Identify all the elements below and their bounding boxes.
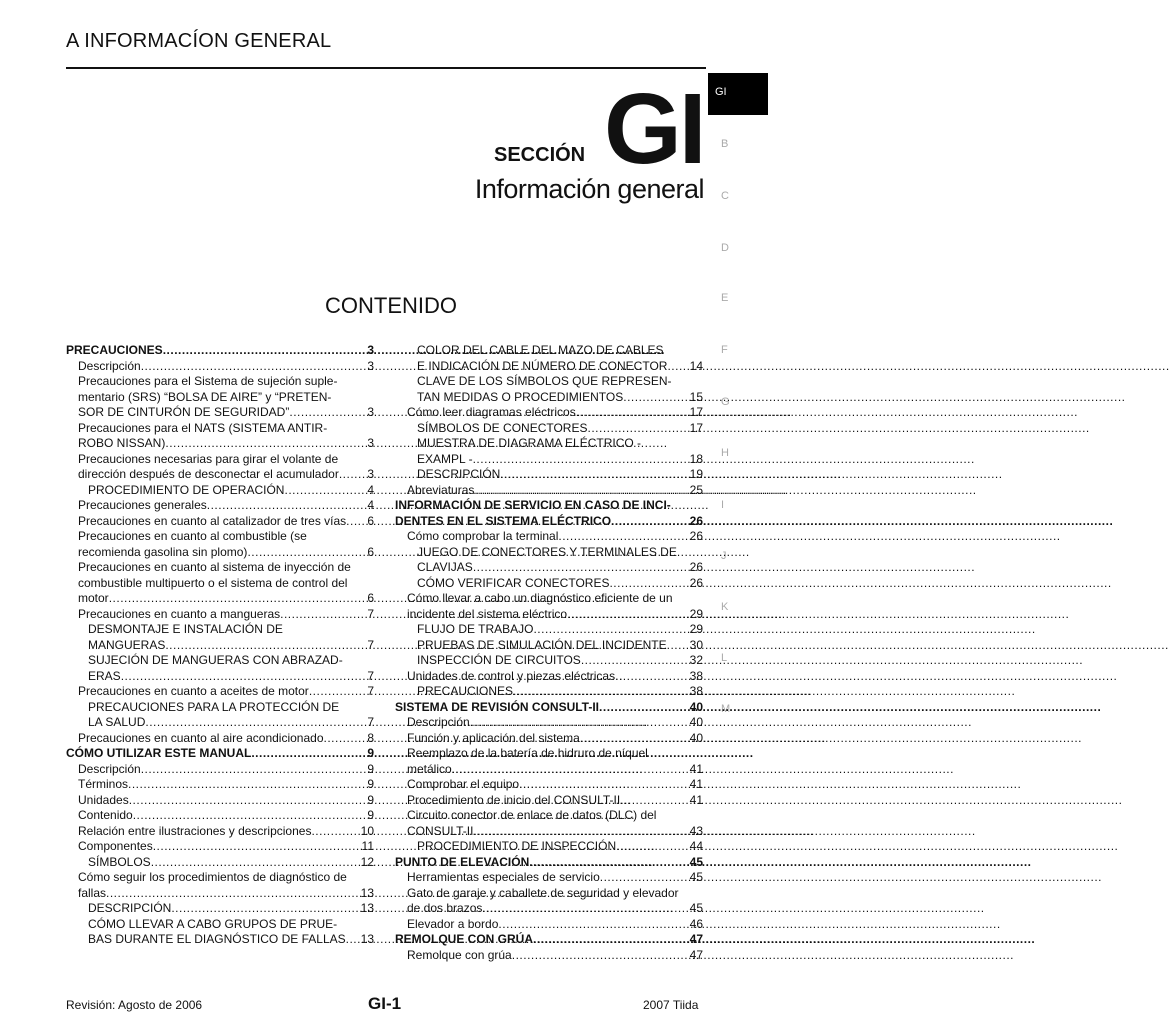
toc-entry-title: fallas [78, 885, 107, 900]
toc-entry-title: Términos [78, 777, 129, 791]
toc-entry[interactable] [395, 421, 703, 437]
toc-entry[interactable] [395, 870, 703, 886]
toc-entry-line: CÓMO LLEVAR A CABO GRUPOS DE PRUE- [88, 916, 338, 931]
toc-entry-line: Precauciones en cuanto al combustible (se [78, 529, 307, 543]
toc-leader-dots [346, 514, 366, 530]
toc-entry-title: recomienda gasolina sin plomo) [78, 544, 248, 559]
toc-entry[interactable] [395, 638, 703, 654]
toc-entry-page: 6 [367, 591, 374, 605]
side-tab-letter[interactable]: E [721, 292, 729, 304]
toc-entry[interactable] [66, 560, 374, 607]
toc-leader-dots [482, 901, 688, 917]
toc-entry[interactable] [395, 886, 703, 917]
header-rule [66, 67, 706, 69]
toc-entry-page: 45 [689, 901, 703, 915]
toc-entry-title: BAS DURANTE EL DIAGNÓSTICO DE FALLAS [88, 932, 346, 946]
toc-entry-title: Descripción [78, 761, 141, 776]
toc-entry[interactable] [395, 436, 703, 467]
toc-leader-dots [128, 777, 366, 793]
toc-entry-line: PRECAUCIONES PARA LA PROTECCIÓN DE [88, 699, 340, 714]
toc-entry[interactable] [66, 808, 374, 824]
toc-entry-page: 7 [367, 668, 374, 683]
toc-leader-dots [620, 793, 688, 809]
toc-entry-title: Función y aplicación del sistema [407, 730, 580, 745]
side-tab-letter[interactable]: J [721, 550, 727, 562]
toc-entry-page: 9 [367, 777, 374, 791]
toc-entry[interactable] [395, 684, 703, 700]
toc-entry[interactable] [395, 746, 703, 777]
side-tab-letter[interactable]: K [721, 601, 729, 613]
toc-leader-dots [121, 669, 367, 685]
toc-entry[interactable] [66, 824, 374, 840]
running-header: A INFORMACÍON GENERAL [66, 30, 332, 52]
toc-entry-page: 41 [689, 777, 703, 791]
toc-entry-title: metálico [407, 761, 452, 776]
toc-entry-title: INSPECCIÓN DE CIRCUITOS [417, 653, 581, 667]
toc-entry-title: Descripción [78, 358, 141, 373]
toc-entry-page: 7 [367, 637, 374, 652]
toc-entry-title: PUNTO DE ELEVACIÓN [395, 854, 530, 869]
toc-leader-dots [513, 684, 689, 700]
toc-entry-page: 9 [367, 792, 374, 807]
toc-leader-dots [309, 684, 367, 700]
toc-leader-dots [581, 653, 689, 669]
toc-leader-dots [609, 576, 688, 592]
toc-entry-title: incidente del sistema eléctrico [407, 606, 568, 621]
toc-entry[interactable] [395, 839, 703, 855]
toc-entry-title: Precauciones en cuanto al aire acondicionado [78, 730, 324, 745]
toc-entry-page: 38 [689, 684, 703, 698]
toc-entry[interactable] [395, 576, 703, 592]
toc-leader-dots [470, 715, 689, 731]
toc-leader-dots [667, 638, 689, 654]
toc-entry-page: 3 [367, 436, 374, 450]
toc-entry-line: Cómo seguir los procedimientos de diagnóstico de [78, 870, 347, 884]
toc-entry[interactable] [66, 607, 374, 623]
toc-entry-page: 26 [689, 575, 703, 590]
toc-entry-page: 9 [367, 808, 374, 822]
toc-leader-dots [500, 467, 688, 483]
toc-entry-page: 3 [367, 343, 374, 357]
toc-leader-dots [667, 359, 688, 375]
toc-leader-dots [580, 731, 689, 747]
toc-leader-dots [133, 808, 367, 824]
toc-entry-title: DENTES EN EL SISTEMA ELÉCTRICO [395, 513, 612, 528]
toc-entry-page: 47 [689, 932, 703, 946]
toc-entry-title: PRECAUCIONES [417, 684, 514, 698]
toc-entry[interactable] [395, 793, 703, 809]
toc-entry-title: Comprobar el equipo [407, 777, 520, 791]
toc-entry[interactable] [66, 374, 374, 421]
toc-leader-dots [141, 762, 367, 778]
toc-leader-dots [247, 545, 366, 561]
toc-entry[interactable] [395, 591, 703, 622]
toc-entry-line: CLAVE DE LOS SÍMBOLOS QUE REPRESEN- [417, 374, 672, 388]
toc-entry-line: combustible multipuerto o el sistema de control del [78, 575, 348, 590]
toc-entry-title: SÍMBOLOS [88, 854, 151, 869]
toc-entry[interactable] [66, 421, 374, 452]
toc-leader-dots [346, 932, 360, 948]
toc-entry[interactable] [395, 653, 703, 669]
toc-entry-page: 11 [361, 839, 374, 853]
toc-entry-page: 4 [367, 498, 374, 512]
toc-entry-line: Gato de garaje y caballete de seguridad y elevador [407, 885, 679, 900]
toc-entry[interactable] [395, 917, 703, 933]
toc-entry-title: Cómo leer diagramas eléctricos [407, 405, 576, 419]
toc-entry[interactable] [66, 452, 374, 483]
toc-entry-title: SÍMBOLOS DE CONECTORES [417, 420, 588, 435]
toc-entry[interactable] [395, 777, 703, 793]
toc-leader-dots [533, 932, 689, 948]
toc-entry-page: 46 [689, 916, 703, 931]
toc-entry[interactable] [66, 483, 374, 499]
toc-left-column [66, 343, 374, 948]
section-title: Información general [474, 174, 704, 204]
toc-entry-page: 30 [689, 637, 703, 652]
side-tab-letter[interactable]: C [721, 190, 729, 202]
toc-entry-title: EXAMPL - [417, 451, 473, 466]
toc-entry[interactable] [395, 529, 703, 545]
toc-entry-line: Cómo llevar a cabo un diagnóstico eficiente de un [407, 591, 673, 605]
toc-entry[interactable] [66, 746, 374, 762]
toc-entry-page: 9 [367, 746, 374, 760]
toc-leader-dots [151, 855, 360, 871]
toc-entry-page: 26 [689, 560, 703, 574]
toc-entry-page: 15 [689, 389, 703, 404]
toc-entry-page: 32 [689, 653, 703, 667]
toc-entry-title: SISTEMA DE REVISIÓN CONSULT-II [395, 699, 600, 714]
toc-entry[interactable] [395, 405, 703, 421]
side-tab-letter[interactable]: I [721, 499, 725, 511]
toc-entry-title: Abreviaturas [407, 482, 475, 497]
toc-entry[interactable] [66, 622, 374, 653]
toc-entry-title: de dos brazos [407, 901, 483, 915]
toc-entry-title: DESCRIPCIÓN [88, 901, 172, 915]
toc-leader-dots [165, 436, 366, 452]
toc-leader-dots [129, 793, 367, 809]
toc-entry-title: Precauciones en cuanto a aceites de motor [78, 684, 309, 698]
toc-leader-dots [512, 948, 689, 964]
toc-entry-title: Relación entre ilustraciones y descripciones [78, 823, 312, 838]
toc-entry-title: ROBO NISSAN) [78, 436, 166, 450]
toc-leader-dots [284, 483, 366, 499]
footer-revision: Revisión: Agosto de 2006 [66, 998, 203, 1012]
toc-entry[interactable] [395, 715, 703, 731]
toc-entry-title: PRUEBAS DE SIMULACIÓN DEL INCIDENTE [417, 637, 667, 652]
toc-entry-page: 38 [689, 668, 703, 683]
toc-entry-title: CÓMO VERIFICAR CONECTORES [417, 575, 610, 590]
toc-entry[interactable] [395, 343, 703, 374]
toc-entry[interactable] [395, 545, 703, 576]
toc-entry[interactable] [395, 932, 703, 948]
toc-entry-line: Reemplazo de la batería de hidruro de níquel [407, 746, 648, 760]
toc-entry-page: 47 [689, 947, 703, 962]
toc-entry-page: 7 [367, 684, 374, 698]
toc-entry[interactable] [395, 808, 703, 839]
toc-entry-line: Circuito conector de enlace de datos (DLC) del [407, 808, 657, 822]
toc-entry-title: LA SALUD [88, 715, 146, 729]
toc-leader-dots [611, 514, 689, 530]
toc-entry[interactable] [66, 700, 374, 731]
toc-entry-title: FLUJO DE TRABAJO [417, 622, 534, 636]
side-tab-letter[interactable]: H [721, 447, 729, 459]
toc-entry-title: PROCEDIMIENTO DE OPERACIÓN [88, 482, 285, 497]
toc-leader-dots [600, 870, 689, 886]
toc-entry-page: 29 [689, 606, 703, 621]
toc-entry-page: 10 [360, 823, 374, 838]
toc-leader-dots [474, 483, 688, 499]
toc-entry[interactable] [66, 514, 374, 530]
toc-leader-dots [558, 529, 688, 545]
toc-entry-title: PRECAUCIONES [66, 343, 163, 357]
toc-entry-page: 6 [367, 513, 374, 528]
toc-entry[interactable] [395, 700, 703, 716]
toc-entry-title: Precauciones en cuanto a mangueras [78, 606, 281, 621]
toc-entry-page: 41 [689, 761, 703, 776]
toc-leader-dots [529, 855, 688, 871]
section-label: SECCIÓN [494, 144, 586, 166]
toc-entry-title: MANGUERAS [88, 637, 166, 652]
toc-entry-page: 18 [689, 451, 703, 466]
toc-entry-title: E INDICACIÓN DE NÚMERO DE CONECTOR [417, 358, 668, 373]
section-code: GI [604, 73, 704, 185]
toc-entry-page: 4 [367, 482, 374, 497]
toc-leader-dots [339, 467, 366, 483]
toc-entry-title: CONSULT-II [407, 823, 474, 838]
side-tab-letter[interactable]: F [721, 344, 728, 356]
toc-entry-title: DESCRIPCIÓN [417, 467, 501, 481]
toc-leader-dots [452, 762, 689, 778]
toc-entry-page: 17 [689, 405, 703, 419]
toc-leader-dots [615, 669, 689, 685]
toc-entry-title: ERAS [88, 668, 121, 683]
toc-leader-dots [165, 638, 366, 654]
toc-leader-dots [251, 746, 366, 762]
footer-model: 2007 Tiida [643, 998, 699, 1012]
toc-entry-title: Descripción [407, 715, 470, 729]
toc-entry[interactable] [395, 669, 703, 685]
toc-entry-title: PROCEDIMIENTO DE INSPECCIÓN [417, 839, 617, 853]
toc-leader-dots [519, 777, 689, 793]
toc-entry-page: 17 [689, 420, 703, 435]
toc-title: CONTENIDO [325, 293, 457, 318]
toc-entry-title: Cómo comprobar la terminal [407, 529, 559, 543]
toc-entry[interactable] [66, 839, 374, 855]
side-tab-letter[interactable]: G [721, 396, 730, 408]
toc-entry[interactable] [66, 653, 374, 684]
toc-entry[interactable] [66, 684, 374, 700]
toc-entry[interactable] [66, 870, 374, 901]
toc-entry[interactable] [395, 948, 703, 964]
toc-entry-page: 13 [360, 901, 374, 915]
toc-entry-page: 25 [689, 482, 703, 497]
toc-entry-line: Precauciones para el Sistema de sujeción suple- [78, 374, 338, 388]
toc-entry-page: 13 [360, 885, 374, 900]
toc-entry-line: Precauciones en cuanto al sistema de inyección de [78, 560, 351, 574]
toc-entry-page: 19 [689, 467, 703, 481]
toc-entry-line: DESMONTAJE E INSTALACIÓN DE [88, 622, 283, 636]
toc-entry-title: REMOLQUE CON GRÚA [395, 932, 533, 946]
toc-entry-page: 44 [689, 839, 703, 853]
toc-leader-dots [567, 607, 689, 623]
toc-leader-dots [106, 886, 360, 902]
footer-page-number: GI-1 [368, 994, 402, 1013]
toc-entry-line: mentario (SRS) “BOLSA DE AIRE” y “PRETEN- [78, 389, 332, 404]
toc-entry-page: 26 [689, 529, 703, 543]
toc-entry-line: COLOR DEL CABLE DEL MAZO DE CABLES [417, 343, 664, 357]
toc-entry[interactable] [66, 855, 374, 871]
toc-entry-title: motor [78, 591, 109, 605]
toc-leader-dots [311, 824, 359, 840]
toc-leader-dots [473, 824, 688, 840]
toc-entry-page: 29 [689, 622, 703, 636]
toc-entry[interactable] [395, 622, 703, 638]
toc-entry-title: Unidades [78, 792, 129, 807]
toc-leader-dots [280, 607, 366, 623]
toc-entry[interactable] [66, 498, 374, 514]
toc-entry[interactable] [66, 793, 374, 809]
side-tab-letter[interactable]: D [721, 242, 729, 254]
toc-entry-page: 7 [367, 715, 374, 729]
side-tab-active[interactable] [708, 73, 768, 115]
toc-entry-title: dirección después de desconectar el acumulador [78, 467, 339, 481]
side-tab-label: GI [715, 86, 727, 98]
toc-leader-dots [576, 405, 689, 421]
toc-entry-page: 3 [367, 358, 374, 373]
toc-entry[interactable] [395, 498, 703, 529]
toc-entry-title: Precauciones generales [78, 498, 207, 512]
toc-leader-dots [163, 343, 367, 359]
toc-entry-page: 9 [367, 761, 374, 776]
toc-entry-page: 40 [689, 730, 703, 745]
toc-entry-title: Remolque con grúa [407, 947, 512, 962]
toc-leader-dots [473, 560, 689, 576]
toc-leader-dots [473, 452, 689, 468]
toc-leader-dots [207, 498, 367, 514]
toc-entry-line: Precauciones necesarias para girar el volante de [78, 451, 339, 466]
toc-entry-title: Procedimiento de inicio del CONSULT-II [407, 792, 621, 807]
toc-entry-title: Contenido [78, 808, 133, 822]
toc-entry-page: 45 [689, 854, 703, 869]
toc-right-column [395, 343, 703, 963]
toc-leader-dots [289, 405, 366, 421]
toc-entry[interactable] [395, 374, 703, 405]
toc-entry[interactable] [395, 855, 703, 871]
toc-entry-title: Elevador a bordo [407, 916, 499, 931]
toc-entry-page: 7 [367, 606, 374, 621]
side-tab-letter[interactable]: B [721, 138, 729, 150]
toc-entry-page: 45 [689, 870, 703, 884]
side-tab-letter[interactable]: M [721, 703, 731, 715]
toc-entry-title: TAN MEDIDAS O PROCEDIMIENTOS [417, 389, 624, 404]
toc-entry-page: 41 [689, 792, 703, 807]
toc-entry-title: Herramientas especiales de servicio [407, 870, 600, 884]
toc-entry-title: SOR DE CINTURÓN DE SEGURIDAD” [78, 405, 290, 419]
toc-entry-page: 12 [360, 854, 374, 869]
toc-entry[interactable] [66, 343, 374, 359]
toc-entry[interactable] [66, 359, 374, 375]
toc-entry-page: 40 [689, 715, 703, 729]
toc-entry[interactable] [66, 762, 374, 778]
toc-entry[interactable] [66, 901, 374, 917]
toc-entry[interactable] [395, 467, 703, 483]
toc-leader-dots [587, 421, 688, 437]
toc-entry-page: 3 [367, 467, 374, 481]
toc-entry-line: INFORMACIÓN DE SERVICIO EN CASO DE INCI- [395, 498, 671, 512]
toc-entry-page: 14 [689, 358, 703, 373]
toc-entry[interactable] [395, 483, 703, 499]
toc-entry-page: 43 [689, 823, 703, 838]
toc-leader-dots [616, 839, 689, 855]
toc-entry[interactable] [395, 731, 703, 747]
toc-entry-page: 40 [689, 699, 703, 714]
toc-entry[interactable] [66, 777, 374, 793]
toc-entry-page: 3 [367, 405, 374, 419]
toc-leader-dots [498, 917, 688, 933]
toc-entry-page: 26 [689, 513, 703, 528]
toc-leader-dots [623, 390, 688, 406]
toc-leader-dots [171, 901, 359, 917]
toc-entry-line: JUEGO DE CONECTORES Y TERMINALES DE [417, 544, 677, 559]
toc-leader-dots [324, 731, 367, 747]
toc-leader-dots [599, 700, 689, 716]
side-tab-letter[interactable]: L [721, 652, 728, 664]
toc-entry-line: SUJECIÓN DE MANGUERAS CON ABRAZAD- [88, 653, 343, 667]
toc-entry-line: MUESTRA DE DIAGRAMA ELÉCTRICO - [417, 436, 642, 450]
toc-entry-title: Componentes [78, 839, 153, 853]
toc-entry[interactable] [66, 731, 374, 747]
toc-leader-dots [109, 591, 367, 607]
toc-entry-title: CLAVIJAS [417, 560, 473, 574]
toc-entry-title: Precauciones en cuanto al catalizador de tres vías [78, 513, 347, 528]
toc-leader-dots [145, 715, 366, 731]
toc-entry-title: Unidades de control y piezas eléctricas [407, 668, 616, 683]
toc-entry-line: Precauciones para el NATS (SISTEMA ANTIR- [78, 420, 328, 435]
toc-entry-page: 6 [367, 544, 374, 559]
toc-leader-dots [153, 839, 361, 855]
toc-entry[interactable] [66, 917, 374, 948]
toc-leader-dots [533, 622, 688, 638]
toc-entry[interactable] [66, 529, 374, 560]
toc-leader-dots [141, 359, 367, 375]
toc-entry-title: CÓMO UTILIZAR ESTE MANUAL [66, 746, 252, 760]
toc-entry-page: 13 [360, 932, 374, 946]
toc-entry-page: 8 [367, 730, 374, 745]
